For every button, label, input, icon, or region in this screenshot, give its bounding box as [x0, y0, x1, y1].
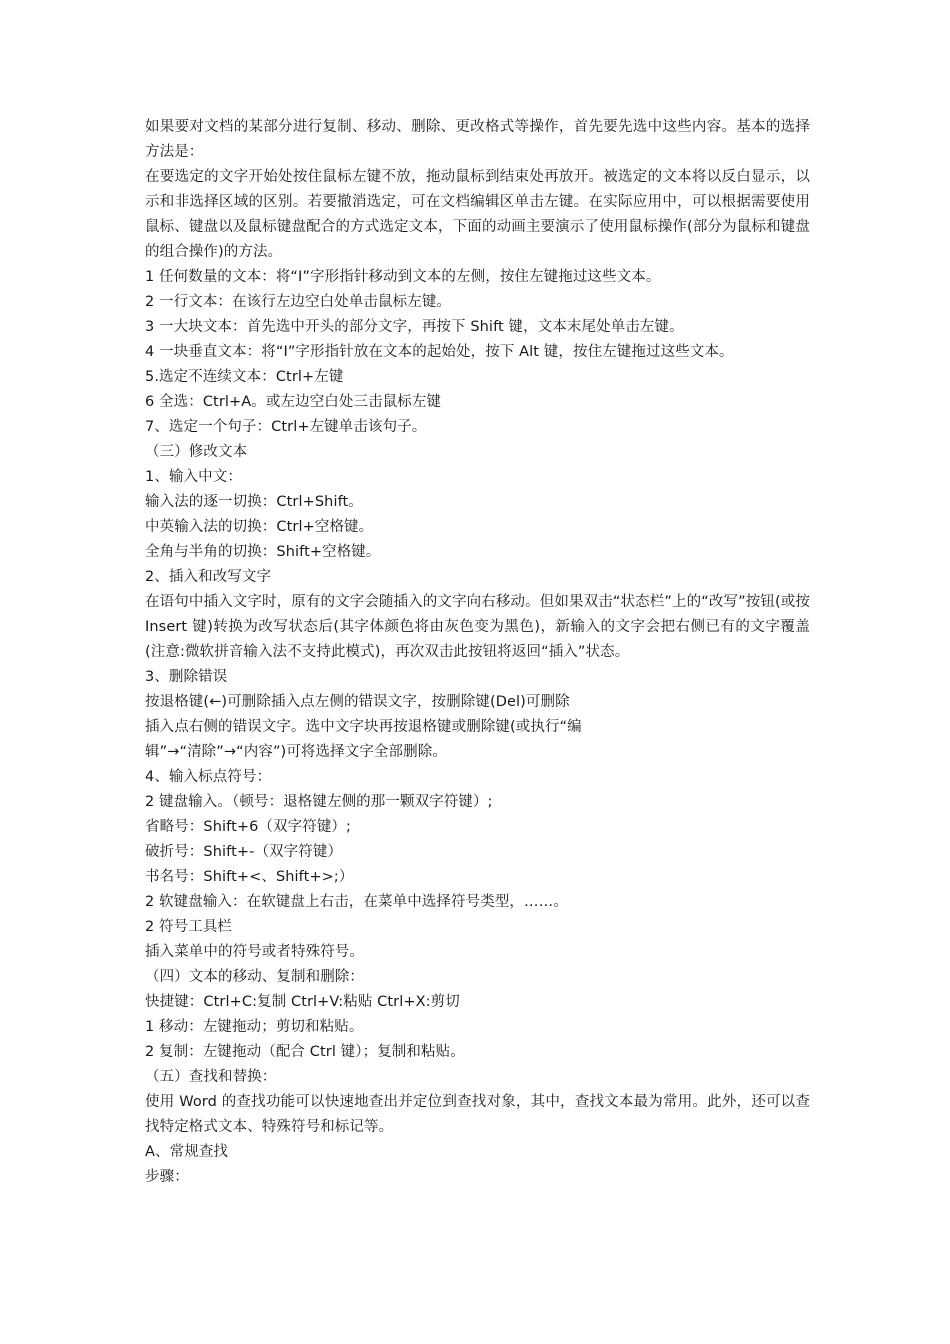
text-line: 2 键盘输入。（顿号：退格键左侧的那一颗双字符键）;: [145, 794, 493, 810]
text-line: 快捷键：Ctrl+C:复制 Ctrl+V:粘贴 Ctrl+X:剪切: [145, 994, 460, 1010]
text-line: 全角与半角的切换：Shift+空格键。: [145, 544, 381, 560]
text-line: 书名号：Shift+<、Shift+>;）: [145, 869, 354, 885]
subheading-insert-overwrite: 2、插入和改写文字: [145, 569, 272, 585]
text-line: 2 复制：左键拖动（配合 Ctrl 键）；复制和粘贴。: [145, 1044, 465, 1060]
section-heading-move-copy-delete: （四）文本的移动、复制和删除：: [145, 969, 364, 985]
text-line: 2 一行文本：在该行左边空白处单击鼠标左键。: [145, 294, 452, 310]
paragraph-selection-method: 在要选定的文字开始处按住鼠标左键不放，拖动鼠标到结束处再放开。被选定的文本将以反白显示，以示和非选择区域的区别。若要撤消选定，可在文档编辑区单击左键。在实际应用中，可以根据需要使用鼠标、键盘以及鼠标键盘配合的方式选定文本，下面的动画主要演示了使用鼠标操作(部分为鼠标和键盘的组合操作)的方法。: [145, 169, 810, 260]
text-line: 4 一块垂直文本：将“I”字形指针放在文本的起始处，按下 Alt 键，按住左键拖过这些文本。: [145, 344, 734, 360]
paragraph-selection-intro: 如果要对文档的某部分进行复制、移动、删除、更改格式等操作，首先要先选中这些内容。基本的选择方法是：: [145, 119, 810, 160]
text-line: 6 全选：Ctrl+A。或左边空白处三击鼠标左键: [145, 394, 442, 410]
text-line: 7、选定一个句子：Ctrl+左键单击该句子。: [145, 419, 427, 435]
document-body: [145, 115, 810, 1190]
text-line: 3 一大块文本：首先选中开头的部分文字，再按下 Shift 键，文本末尾处单击左键。: [145, 319, 684, 335]
paragraph-insert-overwrite: 在语句中插入文字时，原有的文字会随插入的文字向右移动。但如果双击“状态栏”上的“改写”按钮(或按 Insert 键)转换为改写状态后(其字体颜色将由灰色变为黑色)，新输入的文字会把右侧已有的文字覆盖(注意:微软拼音输入法不支持此模式)，再次双击此按钮将返回“插入”状态。: [145, 594, 810, 660]
text-line: 2 符号工具栏: [145, 919, 233, 935]
section-heading-find-replace: （五）查找和替换：: [145, 1069, 277, 1085]
text-line: 插入点右侧的错误文字。选中文字块再按退格键或删除键(或执行“编: [145, 719, 582, 735]
text-line: 输入法的逐一切换：Ctrl+Shift。: [145, 494, 363, 510]
paragraph-find-intro: 使用 Word 的查找功能可以快速地查出并定位到查找对象，其中，查找文本最为常用。此外，还可以查找特定格式文本、特殊符号和标记等。: [145, 1094, 810, 1135]
subheading-punctuation: 4、输入标点符号：: [145, 769, 272, 785]
text-line: 辑”→“清除”→“内容”)可将选择文字全部删除。: [145, 744, 447, 760]
subheading-regular-find: A、常规查找: [145, 1144, 229, 1160]
text-line: 5.选定不连续文本：Ctrl+左键: [145, 369, 344, 385]
text-line: 2 软键盘输入：在软键盘上右击，在菜单中选择符号类型，……。: [145, 894, 568, 910]
text-line: 破折号：Shift+-（双字符键）: [145, 844, 343, 860]
text-line: 插入菜单中的符号或者特殊符号。: [145, 944, 364, 960]
text-line: 步骤：: [145, 1169, 189, 1185]
text-line: 1 移动：左键拖动；剪切和粘贴。: [145, 1019, 364, 1035]
section-heading-modify-text: （三）修改文本: [145, 444, 248, 460]
text-line: 中英输入法的切换：Ctrl+空格键。: [145, 519, 374, 535]
subheading-delete-errors: 3、删除错误: [145, 669, 228, 685]
text-line: 1 任何数量的文本：将“I”字形指针移动到文本的左侧，按住左键拖过这些文本。: [145, 269, 661, 285]
text-line: 省略号：Shift+6（双字符键）;: [145, 819, 352, 835]
subheading-input-chinese: 1、输入中文：: [145, 469, 242, 485]
text-line: 按退格键(←)可删除插入点左侧的错误文字，按删除键(Del)可删除: [145, 694, 570, 710]
